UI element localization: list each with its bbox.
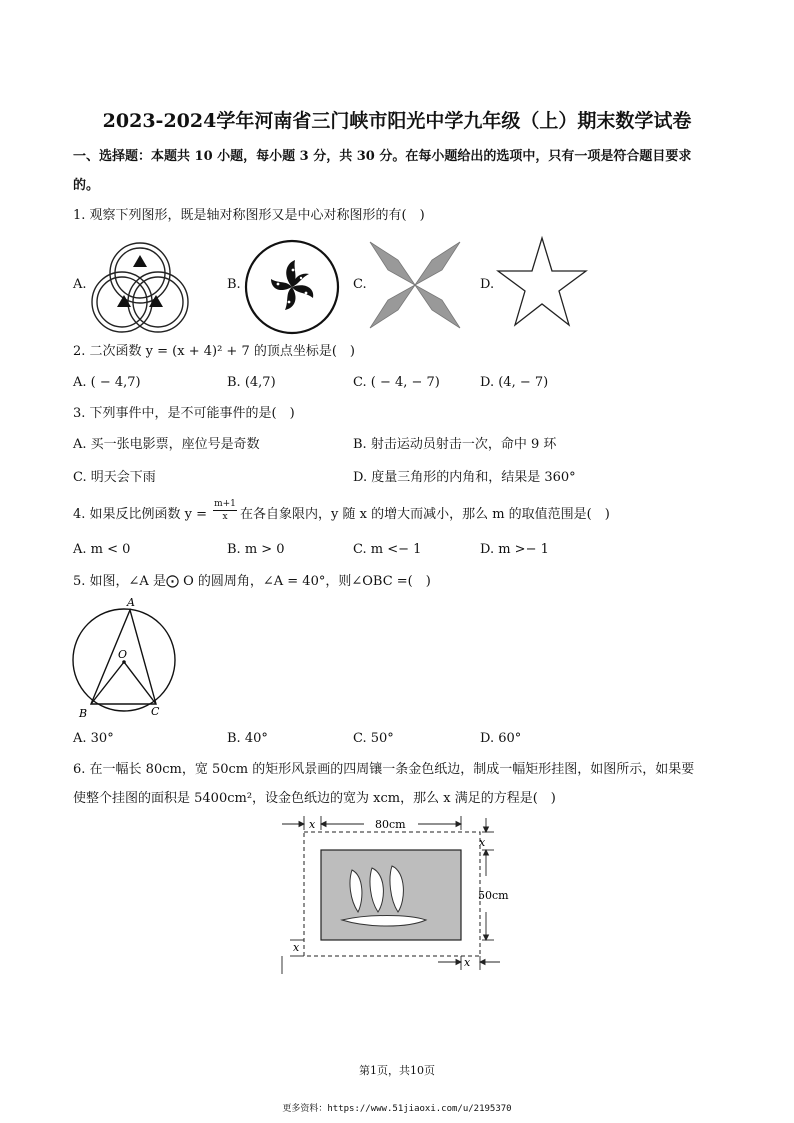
q4-option-c: C. m <− 1 [353,542,422,557]
q4-fraction-bar [213,510,237,511]
q4-option-a: A. m < 0 [73,542,131,557]
page-title: 2023-2024学年河南省三门峡市阳光中学九年级（上）期末数学试卷 [102,110,692,132]
page-footer: 第1页，共10页 [359,1064,435,1077]
q5-label-a: A [127,596,135,609]
q4-stem-end: 在各自象限内，y 随 x 的增大而减小，那么 m 的取值范围是( ) [240,507,610,522]
q4-stem-start: 4. 如果反比例函数 y = [73,507,208,522]
section-heading-line1: 一、选择题：本题共 10 小题，每小题 3 分，共 30 分。在每小题给出的选项中，只有一项是符合题目要求 [73,149,692,164]
q2-stem: 2. 二次函数 y = (x + 4)² + 7 的顶点坐标是( ) [73,344,355,359]
q5-label-o: O [118,648,128,661]
q4-option-b: B. m > 0 [227,542,285,557]
q4-option-d: D. m >− 1 [480,542,549,557]
q5-option-b: B. 40° [227,731,268,746]
q3-option-d: D. 度量三角形的内角和，结果是 360° [353,470,576,485]
q1-figure-a-triquetra [88,235,192,333]
q6-label-50cm: 50cm [478,889,509,902]
q6-stem-line2: 使整个挂图的面积是 5400cm²，设金色纸边的宽为 xcm，那么 x 满足的方程是( ) [73,791,556,806]
q4-fraction-numerator: m+1 [214,499,236,509]
q2-option-b: B. (4,7) [227,375,276,390]
q1-label-d: D. [480,277,495,292]
q6-label-x-top: x [309,818,316,831]
q6-stem-line1: 6. 在一幅长 80cm，宽 50cm 的矩形风景画的四周镶一条金色纸边，制成一幅矩形挂图，如图所示，如果要 [73,762,695,777]
q5-stem: 5. 如图，∠A 是⨀ O 的圆周角，∠A = 40°，则∠OBC =( ) [73,574,431,589]
more-resources-link[interactable]: 更多资料：https://www.51jiaoxi.com/u/2195370 [282,1104,512,1114]
q1-label-a: A. [73,277,87,292]
q6-label-80cm: 80cm [375,818,406,831]
q5-option-d: D. 60° [480,731,522,746]
q1-label-c: C. [353,277,367,292]
q3-option-b: B. 射击运动员射击一次，命中 9 环 [353,437,557,452]
q6-label-x-left: x [293,941,300,954]
q5-label-c: C [151,705,160,718]
q6-frame-figure [278,810,509,974]
q4-fraction-denominator: x [222,512,228,522]
q2-option-d: D. (4, − 7) [480,375,549,390]
section-heading-line2: 的。 [73,178,100,193]
q2-option-a: A. ( − 4,7) [73,375,141,390]
q3-stem: 3. 下列事件中，是不可能事件的是( ) [73,406,295,421]
q5-option-c: C. 50° [353,731,394,746]
q1-figure-b-flower-emblem [243,238,341,336]
q6-label-x-bottom: x [464,956,471,969]
q1-figure-c-rhombus-cross [368,240,462,330]
q3-option-c: C. 明天会下雨 [73,470,156,485]
q3-option-a: A. 买一张电影票，座位号是奇数 [73,437,260,452]
q1-label-b: B. [227,277,241,292]
q5-circle-figure [68,596,180,722]
q5-option-a: A. 30° [73,731,114,746]
q1-figure-d-star [497,236,587,328]
q6-label-x-right: x [479,836,486,849]
q5-label-b: B [79,707,88,720]
q2-option-c: C. ( − 4, − 7) [353,375,440,390]
q1-stem: 1. 观察下列图形，既是轴对称图形又是中心对称图形的有( ) [73,208,425,223]
